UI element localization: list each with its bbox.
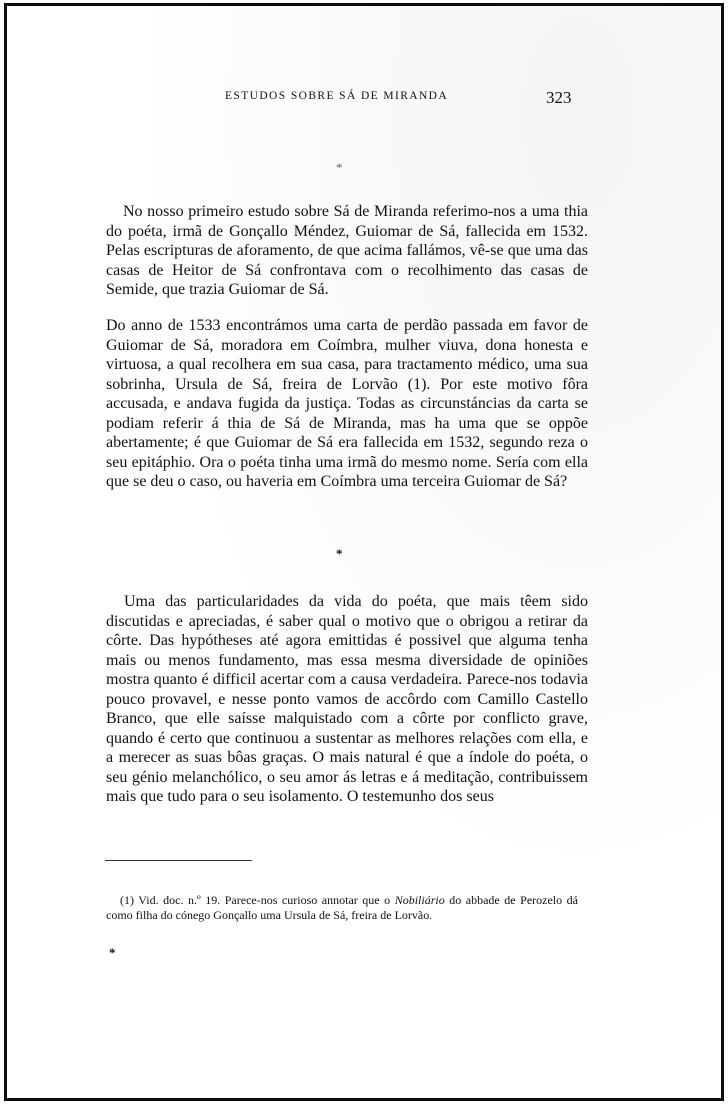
body-paragraph-3: Uma das particularidades da vida do poéta, que mais têem sido discutidas e apreciadas, é saber qual o motivo que o obrigou a retirar da côrte. Das hypótheses até agora emittidas é possivel que alguma tenha mais ou menos fundamento, mas essa mesma diversidade de opiniões mostra quanto é difficil acertar com a causa verdadeira. Parece-nos todavia pouco provavel, e nesse ponto vamos de accôrdo com Camillo Castello Branco, que elle saísse malquistado com a côrte por conflicto grave, quando é certo que continuou a sustentar as melhores relações com ella, e a merecer as suas bôas graças. O mais natural é que a índole do poéta, o seu génio melanchólico, o seu amor ás letras e á meditação, contribuissem mais que tudo para o seu isolamento. O testemunho dos seus — [106, 593, 588, 805]
page-frame — [4, 3, 724, 1101]
section-ornament-top: * — [336, 160, 343, 175]
section-ornament-bottom: * — [109, 945, 116, 960]
running-head: ESTUDOS SOBRE SÁ DE MIRANDA — [225, 90, 449, 102]
body-paragraph-2: Do anno de 1533 encontrámos uma carta de perdão passada em favor de Guiomar de Sá, moradora em Coímbra, mulher viuva, dona honesta e virtuosa, a qual recolhera em sua casa, para tractamento médico, uma sua sobrinha, Ursula de Sá, freira de Lorvão (1). Por este motivo fôra accusada, e andava fugida da justiça. Todas as circunstáncias da carta se podiam referir á thia de Sá de Miranda, mas ha uma que se oppõe abertamente; é que Guiomar de Sá era fallecida em 1532, segundo reza o seu epitáphio. Ora o poéta tinha uma irmã do mesmo nome. Sería com ella que se deu o caso, ou haveria em Coímbra uma terceira Guiomar de Sá? — [106, 317, 588, 490]
page-header — [0, 88, 728, 110]
page-number: 323 — [546, 88, 572, 107]
footnote-lead: (1) Vid. doc. n.º 19. Parece-nos curioso annotar que o — [120, 893, 391, 907]
body-paragraph-1: No nosso primeiro estudo sobre Sá de Miranda referimo-nos a uma thia do poéta, irmã de Gonçallo Méndez, Guiomar de Sá, fallecida em 1532. Pelas escripturas de aforamento, de que acima fallámos, vê-se que uma das casas de Heitor de Sá confrontava com o recolhimento das casas de Semide, que trazia Guiomar de Sá. — [106, 203, 588, 298]
section-ornament-middle: * — [336, 546, 343, 561]
footnote-rest: do abbade de Perozelo dá como filha do cónego Gonçallo uma Ursula de Sá, freira de Lorvão. — [106, 893, 578, 922]
footnote-rule — [105, 860, 252, 861]
footnote-italic-title: Nobiliário — [394, 893, 445, 907]
footnote — [106, 893, 578, 923]
